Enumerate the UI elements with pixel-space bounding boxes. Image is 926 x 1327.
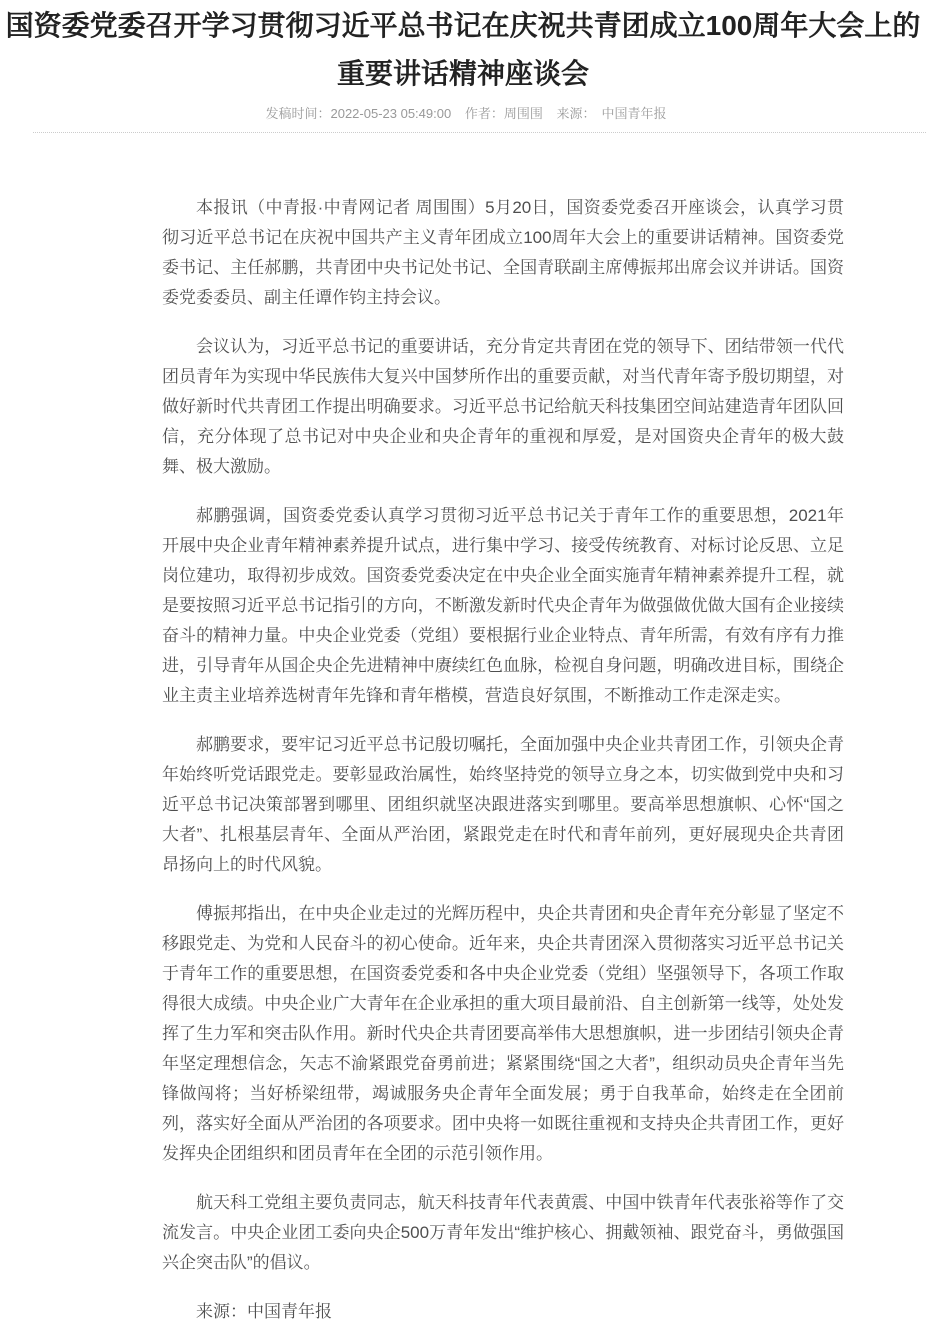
publish-time-value: 2022-05-23 05:49:00 [330, 106, 452, 121]
source-value: 中国青年报 [601, 106, 667, 121]
publish-time [259, 106, 454, 121]
article-paragraph: 航天科工党组主要负责同志，航天科技青年代表黄震、中国中铁青年代表张裕等作了交流发言。中央企业团工委向央企500万青年发出“维护核心、拥戴领袖、跟党奋斗，勇做强国兴企突击队”的倡议。 [162, 1193, 844, 1272]
author-value: 周围围 [503, 106, 543, 121]
publish-time-label: 发稿时间： [265, 106, 331, 121]
source-label: 来源： [556, 106, 596, 121]
article-paragraph: 郝鹏要求，要牢记习近平总书记殷切嘱托，全面加强中央企业共青团工作，引领央企青年始终听党话跟党走。要彰显政治属性，始终坚持党的领导立身之本，切实做到党中央和习近平总书记决策部署到哪里、团组织就坚决跟进落实到哪里。要高举思想旗帜、心怀“国之大者”、扎根基层青年、全面从严治团，紧跟党走在时代和青年前列，更好展现央企共青团昂扬向上的时代风貌。 [162, 735, 844, 874]
article-header [0, 0, 926, 133]
source [550, 106, 666, 121]
meta-bar [0, 105, 926, 123]
article-paragraph: 郝鹏强调，国资委党委认真学习贯彻习近平总书记关于青年工作的重要思想，2021年开展中央企业青年精神素养提升试点，进行集中学习、接受传统教育、对标讨论反思、立足岗位建功，取得初步成效。国资委党委决定在中央企业全面实施青年精神素养提升工程，就是要按照习近平总书记指引的方向，不断激发新时代央企青年为做强做优做大国有企业接续奋斗的精神力量。中央企业党委（党组）要根据行业企业特点、青年所需，有效有序有力推进，引导青年从国企央企先进精神中赓续红色血脉，检视自身问题，明确改进目标，围绕企业主责主业培养选树青年先锋和青年楷模，营造良好氛围，不断推动工作走深走实。 [162, 506, 844, 705]
author-label: 作者： [464, 106, 504, 121]
article-body [162, 193, 844, 1327]
dotted-divider [33, 132, 926, 133]
article-paragraph: 本报讯（中青报·中青网记者 周围围）5月20日，国资委党委召开座谈会，认真学习贯彻习近平总书记在庆祝中国共产主义青年团成立100周年大会上的重要讲话精神。国资委党委书记、主任郝鹏，共青团中央书记处书记、全国青联副主席傅振邦出席会议并讲话。国资委党委委员、副主任谭作钧主持会议。 [162, 198, 844, 307]
page-title: 国资委党委召开学习贯彻习近平总书记在庆祝共青团成立100周年大会上的重要讲话精神座谈会 [5, 10, 921, 89]
author [459, 106, 547, 121]
article-source-line: 来源：中国青年报 [196, 1302, 332, 1321]
article-paragraph: 傅振邦指出，在中央企业走过的光辉历程中，央企共青团和央企青年充分彰显了坚定不移跟党走、为党和人民奋斗的初心使命。近年来，央企共青团深入贯彻落实习近平总书记关于青年工作的重要思想，在国资委党委和各中央企业党委（党组）坚强领导下，各项工作取得很大成绩。中央企业广大青年在企业承担的重大项目最前沿、自主创新第一线等，处处发挥了生力军和突击队作用。新时代央企共青团要高举伟大思想旗帜，进一步团结引领央企青年坚定理想信念，矢志不渝紧跟党奋勇前进；紧紧围绕“国之大者”，组织动员央企青年当先锋做闯将；当好桥梁纽带，竭诚服务央企青年全面发展；勇于自我革命，始终走在全团前列，落实好全面从严治团的各项要求。团中央将一如既往重视和支持央企共青团工作，更好发挥央企团组织和团员青年在全团的示范引领作用。 [162, 904, 844, 1163]
article-paragraph: 会议认为，习近平总书记的重要讲话，充分肯定共青团在党的领导下、团结带领一代代团员青年为实现中华民族伟大复兴中国梦所作出的重要贡献，对当代青年寄予殷切期望，对做好新时代共青团工作提出明确要求。习近平总书记给航天科技集团空间站建造青年团队回信，充分体现了总书记对中央企业和央企青年的重视和厚爱，是对国资央企青年的极大鼓舞、极大激励。 [162, 337, 844, 476]
